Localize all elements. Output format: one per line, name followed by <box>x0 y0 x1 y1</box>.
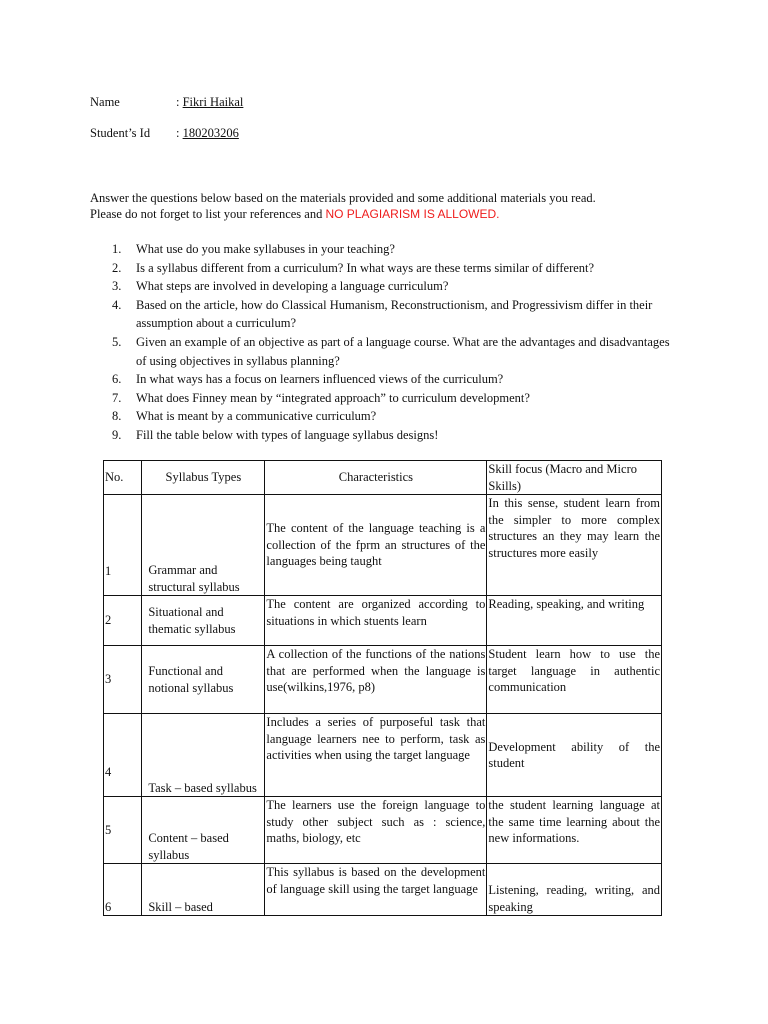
question-item: 8. What is meant by a communicative curriculum? <box>112 409 377 424</box>
question-item: 7. What does Finney mean by “integrated approach” to curriculum development? <box>112 390 530 405</box>
question-item: 3. What steps are involved in developing a language curriculum? <box>112 279 449 294</box>
header-syllabus-types: Syllabus Types <box>142 461 265 495</box>
table-row <box>104 646 662 714</box>
row-characteristics: A collection of the functions of the nations that are performed when the language is use(wilkins,1976, p8) <box>265 646 487 714</box>
header-skill-focus: Skill focus (Macro and Micro Skills) <box>487 461 662 495</box>
row-type: Grammar and structural syllabus <box>142 495 265 596</box>
instructions <box>90 190 690 222</box>
row-characteristics: This syllabus is based on the development of language skill using the target language <box>265 864 487 916</box>
question-item: 1. What use do you make syllabuses in your teaching? <box>112 242 395 256</box>
row-type: Content – based syllabus <box>142 797 265 864</box>
row-no: 5 <box>104 797 142 864</box>
row-skill: Reading, speaking, and writing <box>487 596 662 646</box>
row-skill: the student learning language at the same time learning about the new informations. <box>487 797 662 864</box>
row-characteristics: The content are organized according to situations in which stuents learn <box>265 596 487 646</box>
table-header-row <box>104 461 662 495</box>
question-item: 2. Is a syllabus different from a curriculum? In what ways are these terms similar of different? <box>112 260 595 275</box>
row-characteristics: The content of the language teaching is a collection of the fprm an structures of the languages being taught <box>265 495 487 596</box>
syllabus-table <box>103 460 662 916</box>
plagiarism-warning: NO PLAGIARISM IS ALLOWED. <box>325 207 500 221</box>
question-item: 6. In what ways has a focus on learners influenced views of the curriculum? <box>112 372 504 387</box>
table-row <box>104 797 662 864</box>
header-characteristics: Characteristics <box>265 461 487 495</box>
row-skill: In this sense, student learn from the simpler to more complex structures an they may learn the structures more easily <box>487 495 662 596</box>
row-characteristics: The learners use the foreign language to study other subject such as : science, maths, biology, etc <box>265 797 487 864</box>
question-item: 4. Based on the article, how do Classical Humanism, Reconstructionism, and Progressivism differ in their assumption about a curriculum? <box>112 297 653 331</box>
row-type: Functional and notional syllabus <box>142 646 265 714</box>
row-type: Task – based syllabus <box>142 714 265 797</box>
name-value: : Fikri Haikal <box>176 95 244 109</box>
question-item: 5. Given an example of an objective as part of a language course. What are the advantages and disadvantages of using objectives in syllabus planning? <box>112 334 670 368</box>
row-type: Skill – based <box>142 864 265 916</box>
name-label: Name <box>90 95 120 109</box>
id-value: 180203206 <box>182 126 239 140</box>
row-skill: Development ability of the student <box>487 714 662 797</box>
row-type: Situational and thematic syllabus <box>142 596 265 646</box>
row-no: 6 <box>104 864 142 916</box>
student-id-row: Student’s Id : 180203206 <box>90 126 239 140</box>
table-row <box>104 714 662 797</box>
row-no: 1 <box>104 495 142 596</box>
student-name-row <box>90 94 243 110</box>
table-row <box>104 495 662 596</box>
question-item: 9. Fill the table below with types of language syllabus designs! <box>112 427 439 442</box>
id-label: Student’s Id <box>90 126 151 140</box>
header-no: No. <box>104 461 142 495</box>
table-row <box>104 864 662 916</box>
row-no: 4 <box>104 714 142 797</box>
table-row <box>104 596 662 646</box>
question-list <box>90 240 670 445</box>
row-no: 3 <box>104 646 142 714</box>
row-characteristics: Includes a series of purposeful task that language learners nee to perform, task as activities when using the target language <box>265 714 487 797</box>
instructions-line-2: Please do not forget to list your references and NO PLAGIARISM IS ALLOWED. <box>90 207 500 221</box>
row-no: 2 <box>104 596 142 646</box>
row-skill: Listening, reading, writing, and speaking <box>487 864 662 916</box>
instructions-line-1: Answer the questions below based on the materials provided and some additional materials you read. <box>90 191 596 205</box>
row-skill: Student learn how to use the target language in authentic communication <box>487 646 662 714</box>
